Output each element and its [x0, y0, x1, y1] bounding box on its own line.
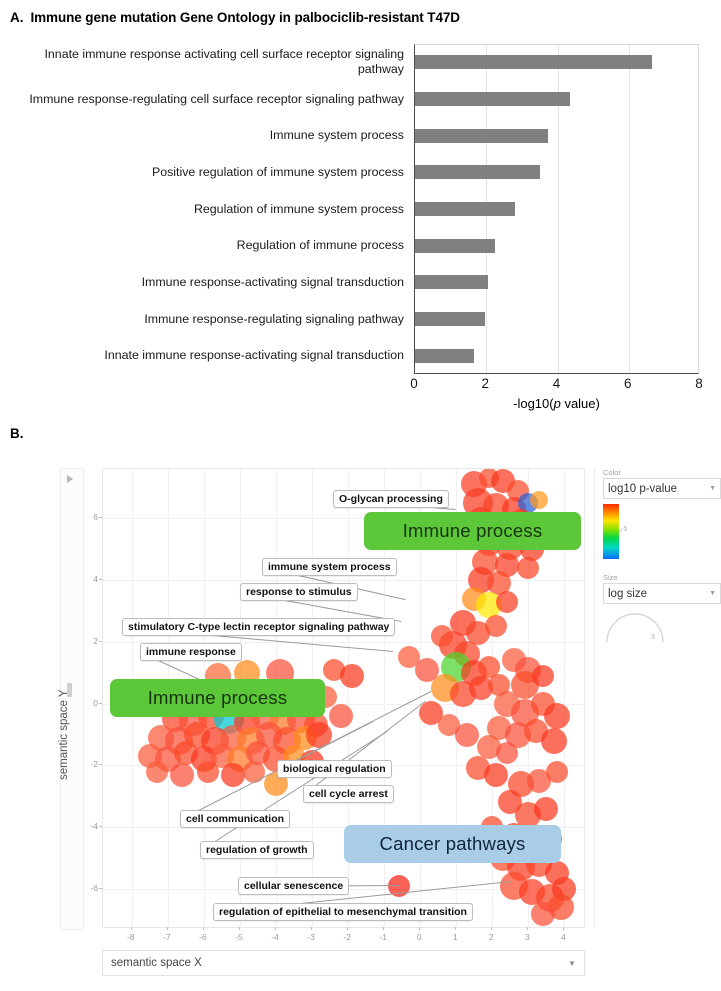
scatter-bubble[interactable]: [496, 591, 518, 613]
scatter-x-tick-label: -1: [379, 932, 387, 942]
color-legend-caption: Color: [603, 468, 621, 477]
size-legend-caption: Size: [603, 573, 618, 582]
scatter-y-tick-label: -2: [90, 759, 98, 770]
bar: [415, 312, 485, 326]
scatter-bubble[interactable]: [532, 665, 554, 687]
bar-x-tick-label: 2: [481, 376, 490, 391]
bar-x-tick-label: 0: [410, 376, 418, 391]
colorbar-tick-label: -5: [621, 526, 628, 533]
bar-category-label: Immune response-regulating signaling pathway: [144, 311, 404, 326]
scatter-bubble[interactable]: [340, 664, 364, 688]
bar-x-tick-label: 4: [552, 376, 561, 391]
scatter-bubble[interactable]: [484, 763, 508, 787]
bar-category-label: Immune system process: [269, 128, 404, 143]
scatter-y-tick-label: 4: [93, 574, 98, 585]
go-term-label[interactable]: immune response: [140, 643, 242, 661]
panel-b-letter: B.: [10, 426, 24, 441]
chevron-down-icon[interactable]: ▼: [709, 485, 716, 492]
scatter-x-tick-label: -3: [307, 932, 315, 942]
scatter-bubble[interactable]: [415, 658, 439, 682]
bar: [415, 239, 495, 253]
go-term-label[interactable]: immune system process: [262, 558, 397, 576]
scatter-x-tick-mark: [491, 927, 492, 930]
y-axis-title: semantic space Y: [58, 689, 70, 780]
size-legend-tick-label: 3: [651, 634, 655, 641]
go-term-label[interactable]: biological regulation: [277, 760, 392, 778]
scatter-x-tick-mark: [563, 927, 564, 930]
scatter-y-tick-label: -4: [90, 821, 98, 832]
bar-category-label: Immune response-activating signal transduction: [141, 274, 404, 289]
scatter-y-tick-mark: [99, 517, 102, 518]
scatter-x-tick-mark: [347, 927, 348, 930]
scatter-bubble[interactable]: [431, 625, 453, 647]
scatter-bubble[interactable]: [221, 763, 245, 787]
scatter-x-tick-label: 3: [524, 932, 530, 942]
panel-b-scatter: [0, 424, 721, 991]
bar: [415, 275, 488, 289]
scatter-x-tick-mark: [239, 927, 240, 930]
scatter-x-tick-label: -2: [343, 932, 351, 942]
scatter-x-tick-mark: [203, 927, 204, 930]
bar-chart-area: [0, 44, 721, 374]
scatter-y-tick-mark: [99, 703, 102, 704]
scatter-y-tick-label: -6: [90, 882, 98, 893]
highlight-callout[interactable]: Cancer pathways: [344, 825, 561, 863]
colorbar-wrapper: [603, 504, 721, 559]
bar: [415, 202, 515, 216]
go-term-label[interactable]: regulation of epithelial to mesenchymal transition: [213, 903, 473, 921]
scatter-bubble[interactable]: [170, 763, 194, 787]
go-term-label[interactable]: response to stimulus: [240, 583, 358, 601]
size-legend-arc: [603, 610, 673, 644]
bar: [415, 165, 540, 179]
size-legend-select[interactable]: [603, 583, 721, 604]
scatter-y-tick-label: 6: [93, 512, 98, 523]
scatter-bubble[interactable]: [455, 723, 479, 747]
scatter-bubble[interactable]: [546, 761, 568, 783]
color-gradient-bar: [603, 504, 619, 559]
scatter-bubble[interactable]: [197, 761, 219, 783]
x-axis-title-prefix: -log10(: [513, 396, 554, 411]
bar-category-label: Innate immune response activating cell surface receptor signaling pathway: [44, 47, 404, 77]
scatter-x-tick-label: -5: [235, 932, 243, 942]
color-legend-value: log10 p-value: [608, 482, 678, 495]
x-axis-title-suffix: value): [560, 396, 600, 411]
bar-category-label: Immune response-regulating cell surface receptor signaling pathway: [29, 91, 404, 106]
bar-x-axis-ticks: [0, 376, 721, 394]
scatter-y-tick-mark: [99, 641, 102, 642]
scatter-x-tick-mark: [527, 927, 528, 930]
caret-right-icon[interactable]: [67, 475, 73, 483]
scatter-x-tick-label: -6: [199, 932, 207, 942]
scatter-gridline-h: [103, 580, 584, 581]
scatter-x-tick-mark: [311, 927, 312, 930]
scatter-x-tick-label: -8: [127, 932, 135, 942]
x-axis-title-italic: p: [553, 396, 561, 411]
panel-a-header: [10, 10, 460, 25]
scatter-bubble[interactable]: [243, 761, 265, 783]
scatter-bubble[interactable]: [531, 902, 555, 926]
go-term-label[interactable]: stimulatory C-type lectin receptor signaling pathway: [122, 618, 395, 636]
go-term-label[interactable]: cell cycle arrest: [303, 785, 394, 803]
bar: [415, 349, 474, 363]
bar-category-label: Positive regulation of immune system process: [151, 164, 404, 179]
scatter-x-tick-mark: [419, 927, 420, 930]
panel-a-letter: A.: [10, 10, 24, 25]
legend-panel: [594, 468, 721, 928]
scatter-x-tick-mark: [131, 927, 132, 930]
scatter-bubble[interactable]: [534, 797, 558, 821]
bar-gridline: [629, 45, 630, 373]
go-term-label[interactable]: cell communication: [180, 810, 290, 828]
go-term-label[interactable]: O-glycan processing: [333, 490, 449, 508]
scatter-bubble[interactable]: [530, 491, 548, 509]
scatter-x-tick-label: 0: [416, 932, 422, 942]
panel-a-bar-chart: [0, 0, 721, 418]
color-legend-select[interactable]: [603, 478, 721, 499]
panel-a-title: Immune gene mutation Gene Ontology in palbociclib-resistant T47D: [30, 10, 460, 25]
highlight-callout[interactable]: Immune process: [364, 512, 581, 550]
bar-category-label: Regulation of immune system process: [193, 201, 404, 216]
scatter-y-tick-label: 2: [93, 635, 98, 646]
scatter-y-tick-mark: [99, 579, 102, 580]
scatter-x-tick-label: 2: [488, 932, 494, 942]
scatter-bubble[interactable]: [544, 703, 570, 729]
bar: [415, 129, 548, 143]
scatter-x-tick-mark: [275, 927, 276, 930]
scatter-x-tick-label: 4: [560, 932, 566, 942]
scatter-bubble[interactable]: [329, 704, 353, 728]
bar-category-label: Regulation of immune process: [236, 238, 404, 253]
go-term-label[interactable]: cellular senescence: [238, 877, 349, 895]
bar: [415, 55, 652, 69]
scatter-y-tick-label: 0: [93, 697, 98, 708]
go-term-label[interactable]: regulation of growth: [200, 841, 314, 859]
size-legend-value: log size: [608, 587, 647, 600]
scatter-x-tick-mark: [455, 927, 456, 930]
scatter-bubble[interactable]: [485, 615, 507, 637]
scatter-bubble[interactable]: [517, 557, 539, 579]
chevron-down-icon[interactable]: ▼: [568, 958, 576, 968]
scatter-x-tick-label: -7: [163, 932, 171, 942]
scatter-x-tick-label: 1: [452, 932, 458, 942]
bar: [415, 92, 570, 106]
scatter-y-tick-mark: [99, 826, 102, 827]
scatter-bubble[interactable]: [541, 728, 567, 754]
scatter-y-tick-mark: [99, 764, 102, 765]
bar-x-tick-label: 8: [695, 376, 703, 391]
scatter-y-tick-mark: [99, 888, 102, 889]
revigo-widget: [60, 450, 721, 990]
bar-x-axis-title: [414, 396, 699, 411]
scatter-bubble[interactable]: [146, 761, 168, 783]
chevron-down-icon[interactable]: ▼: [709, 590, 716, 597]
highlight-callout[interactable]: Immune process: [110, 679, 325, 717]
bar-category-label: Innate immune response-activating signal transduction: [104, 348, 404, 363]
x-axis-selector[interactable]: [102, 950, 585, 976]
x-axis-selector-label: semantic space X: [111, 957, 202, 969]
scatter-x-tick-label: -4: [271, 932, 279, 942]
scatter-x-tick-mark: [167, 927, 168, 930]
scatter-bubble[interactable]: [496, 742, 518, 764]
bar-x-tick-label: 6: [623, 376, 632, 391]
scatter-x-tick-mark: [383, 927, 384, 930]
